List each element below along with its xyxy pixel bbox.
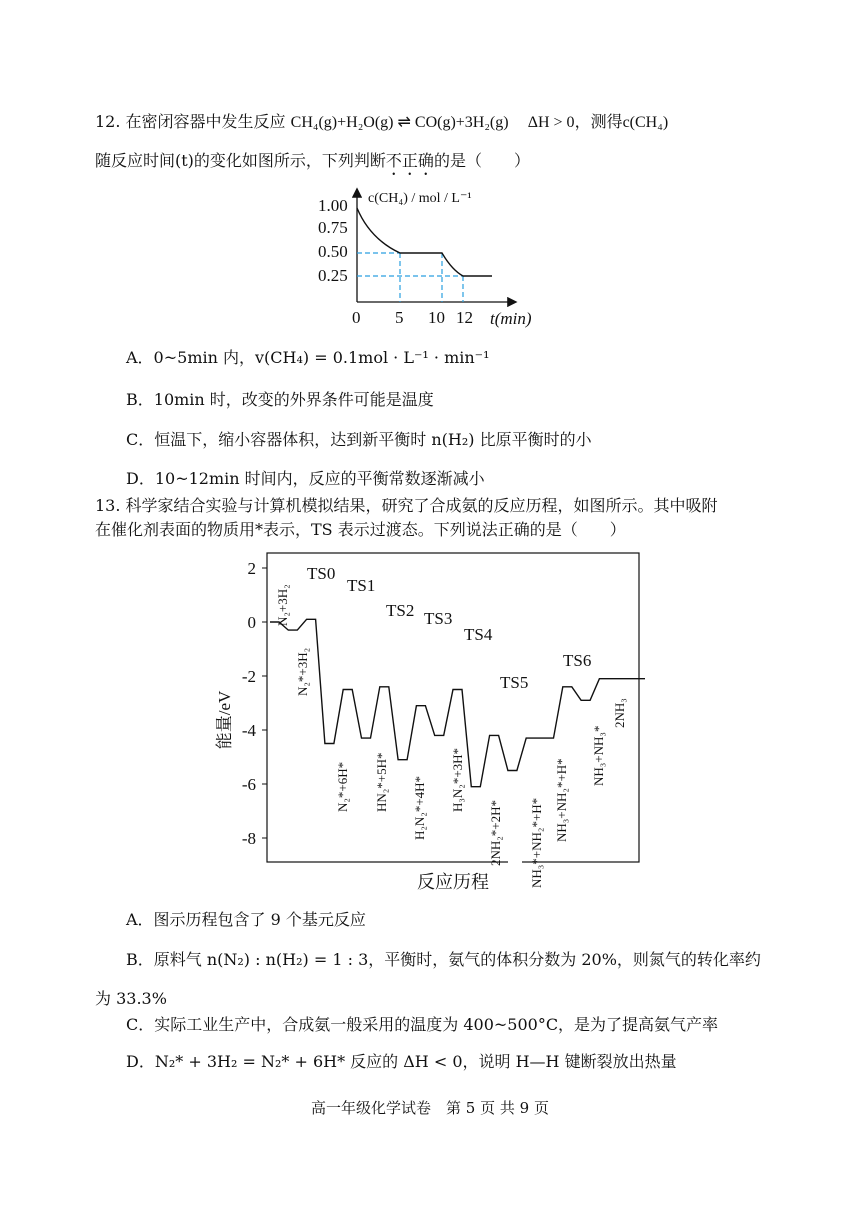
q12-option-a: A．0~5min 内，v(CH₄) = 0.1mol · L⁻¹ · min⁻¹ [126, 348, 490, 367]
q12-option-b: B．10min 时，改变的外界条件可能是温度 [126, 390, 434, 409]
species-h2n2-4h: H₂N₂*+4H* [412, 775, 427, 840]
q12-delta-h: ΔH > 0 [527, 114, 575, 131]
species-nh3-nh3ads: NH₃+NH₃* [591, 725, 606, 786]
species-nh3ads-nh2-h: NH₃*+NH₂*+H* [529, 797, 544, 888]
ts5-label: TS5 [500, 673, 529, 692]
chart2-xlabel: 反应历程 [417, 872, 489, 892]
species-2nh2-2h: 2NH₂*+2H* [488, 799, 503, 866]
chart1-ylabel: c(CH₄) / mol / L⁻¹ [368, 191, 472, 206]
chart1-xtick-4: 12 [456, 308, 473, 327]
q13-stem-line1: 13. 科学家结合实验与计算机模拟结果，研究了合成氨的反应历程，如图所示。其中吸附 [95, 496, 718, 515]
chart2-yticks [242, 559, 267, 848]
q12-stem-a: 在密闭容器中发生反应 [125, 112, 286, 131]
chart2-ytick-label-4: -6 [241, 775, 256, 794]
ts0-label: TS0 [307, 564, 336, 583]
species-n2ads-6h: N₂*+6H* [335, 761, 350, 812]
q12-option-d: D．10~12min 时间内，反应的平衡常数逐渐减小 [126, 469, 485, 488]
q13-stem-line2: 在催化剂表面的物质用*表示，TS 表示过渡态。下列说法正确的是（ ） [95, 520, 626, 539]
q12-line2-b: 的是（ ） [433, 151, 530, 170]
q13-option-a: A．图示历程包含了 9 个基元反应 [126, 910, 366, 929]
chart1-curve [357, 208, 492, 276]
chart1-ytick-4: 0.25 [318, 266, 348, 285]
chart1-ytick-2: 0.75 [318, 218, 348, 237]
q12-stem-line2 [95, 151, 530, 179]
chart1-ytick-1: 1.00 [318, 196, 348, 215]
chart2-ylabel: 能量/eV [215, 690, 234, 750]
chart2-ytick-label-5: -8 [241, 829, 256, 848]
concentration-chart [310, 182, 540, 332]
q12-stem-line1 [95, 112, 668, 133]
q12-number: 12. [95, 112, 121, 131]
chart2-ytick-label-3: -4 [241, 721, 256, 740]
chart1-xlabel: t(min) [490, 309, 532, 328]
chart1-xtick-3: 10 [428, 308, 445, 327]
chart2-ytick-label-1: 0 [247, 613, 256, 632]
q13-option-c: C．实际工业生产中，合成氨一般采用的温度为 400~500°C，是为了提高氨气产率 [126, 1015, 719, 1034]
species-n2ads-3h2: N₂*+3H₂ [295, 647, 310, 696]
ts4-label: TS4 [464, 625, 493, 644]
chart2-ytick-label-2: -2 [241, 667, 256, 686]
species-2nh3: 2NH₃ [612, 698, 627, 728]
q12-line2-a: 随反应时间(t)的变化如图所示，下列判断 [95, 151, 386, 170]
species-n2-3h2: N₂+3H₂ [275, 584, 290, 626]
energy-profile-chart [210, 550, 650, 895]
ts3-label: TS3 [424, 609, 453, 628]
chart1-ytick-3: 0.50 [318, 242, 348, 261]
ts2-label: TS2 [386, 601, 415, 620]
q13-option-b-line2: 为 33.3% [95, 989, 167, 1008]
q12-option-c: C．恒温下，缩小容器体积，达到新平衡时 n(H₂) 比原平衡时的小 [126, 430, 592, 449]
page-footer: 高一年级化学试卷 第 5 页 共 9 页 [311, 1099, 549, 1117]
species-nh3-nh2-h: NH₃+NH₂*+H* [554, 758, 569, 842]
chart1-xtick-1: 0 [352, 308, 361, 327]
q12-line2-dotted: 不正确 [385, 151, 434, 170]
q13-option-d: D．N₂* + 3H₂ = N₂* + 6H* 反应的 ΔH < 0，说明 H—H 键断裂放出热量 [126, 1052, 677, 1071]
q12-stem-c: c(CH₄) [622, 114, 669, 131]
chart1-xtick-2: 5 [395, 308, 404, 327]
ts6-label: TS6 [563, 651, 592, 670]
species-hn2-5h: HN₂*+5H* [374, 752, 389, 812]
q13-option-b-line1: B．原料气 n(N₂) : n(H₂) = 1 : 3，平衡时，氨气的体积分数为 20%，则氮气的转化率约 [126, 950, 761, 969]
q12-equation: CH₄(g)+H₂O(g) ⇌ CO(g)+3H₂(g) [290, 114, 509, 131]
ts1-label: TS1 [347, 576, 376, 595]
chart2-ytick-label-0: 2 [247, 559, 256, 578]
species-h3n2-3h: H₃N₂*+3H* [450, 747, 465, 812]
q12-stem-b: ，测得 [574, 112, 623, 131]
